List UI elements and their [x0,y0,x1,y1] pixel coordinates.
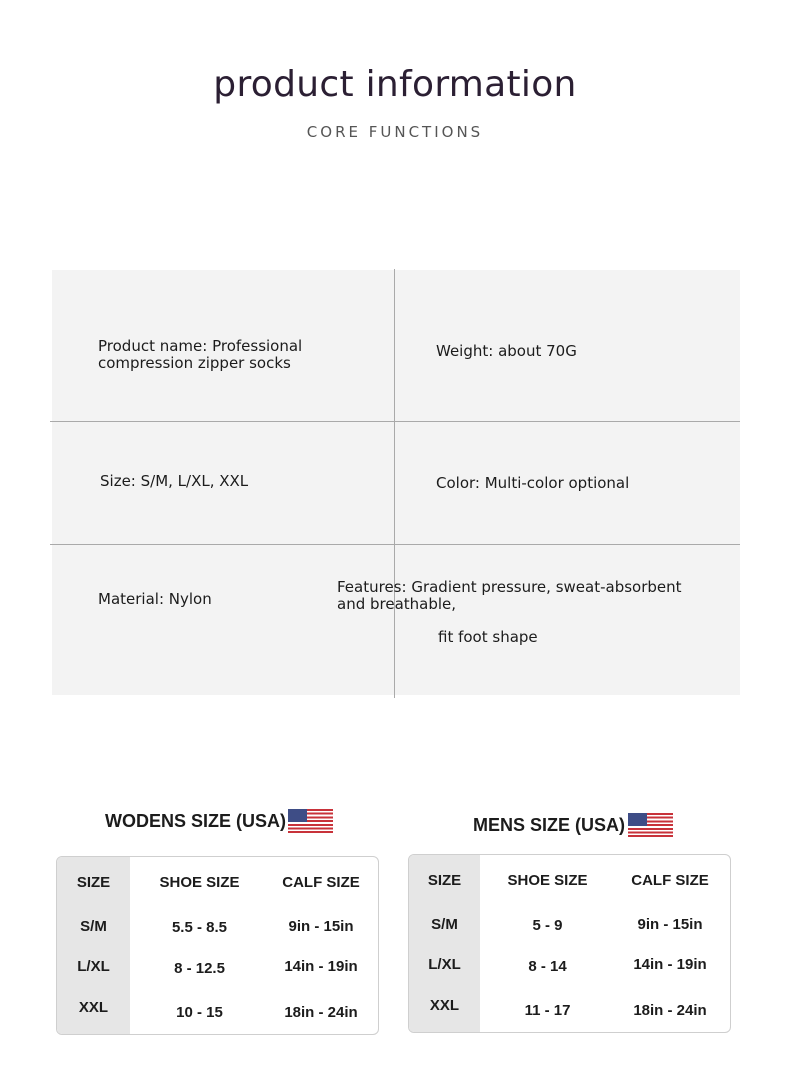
weight-text: Weight: about 70G [436,342,577,360]
table-cell: 5.5 - 8.5 [171,919,228,936]
table-cell: 9in - 15in [637,916,703,933]
table-header-size: SIZE [76,874,111,891]
features-text: Features: Gradient pressure, sweat-absorbent and breathable, [337,578,682,613]
mens-size-title: MENS SIZE (USA) [473,815,626,835]
size-text: Size: S/M, L/XL, XXL [100,472,249,490]
color-text: Color: Multi-color optional [436,474,630,492]
table-cell: 18in - 24in [284,1004,358,1021]
table-header-calf-size: CALF SIZE [282,874,360,891]
us-flag-icon [288,809,333,833]
table-header-shoe-size: SHOE SIZE [159,874,240,891]
us-flag-icon [628,813,673,837]
table-cell: 8 - 12.5 [174,960,225,977]
product-name-text: Product name: Professional compression zipper socks [98,337,303,372]
womens-size-table [56,856,379,1035]
table-cell: 14in - 19in [284,958,358,975]
table-cell: L/XL [428,956,461,973]
table-header-shoe-size: SHOE SIZE [507,872,588,889]
table-cell: 10 - 15 [176,1004,223,1021]
table-cell: S/M [80,918,107,935]
womens-size-title: WODENS SIZE (USA) [105,811,287,831]
grid-divider-horizontal [50,421,740,422]
table-cell: 11 - 17 [524,1002,571,1019]
table-cell: XXL [78,999,109,1016]
grid-divider-vertical [394,269,395,698]
mens-size-table [408,854,731,1033]
table-cell: 9in - 15in [288,918,354,935]
table-cell: 8 - 14 [528,958,567,975]
table-cell: 18in - 24in [633,1002,707,1019]
table-cell: XXL [429,997,460,1014]
page-subtitle: CORE FUNCTIONS [306,123,484,141]
grid-divider-horizontal [50,544,740,545]
table-cell: 14in - 19in [633,956,707,973]
table-cell: 5 - 9 [532,917,563,934]
table-cell: L/XL [77,958,110,975]
material-text: Material: Nylon [98,590,212,608]
features-text-continued: fit foot shape [438,628,538,646]
page-title: product information [213,64,577,105]
table-header-size: SIZE [427,872,462,889]
table-header-calf-size: CALF SIZE [631,872,709,889]
table-cell: S/M [431,916,458,933]
